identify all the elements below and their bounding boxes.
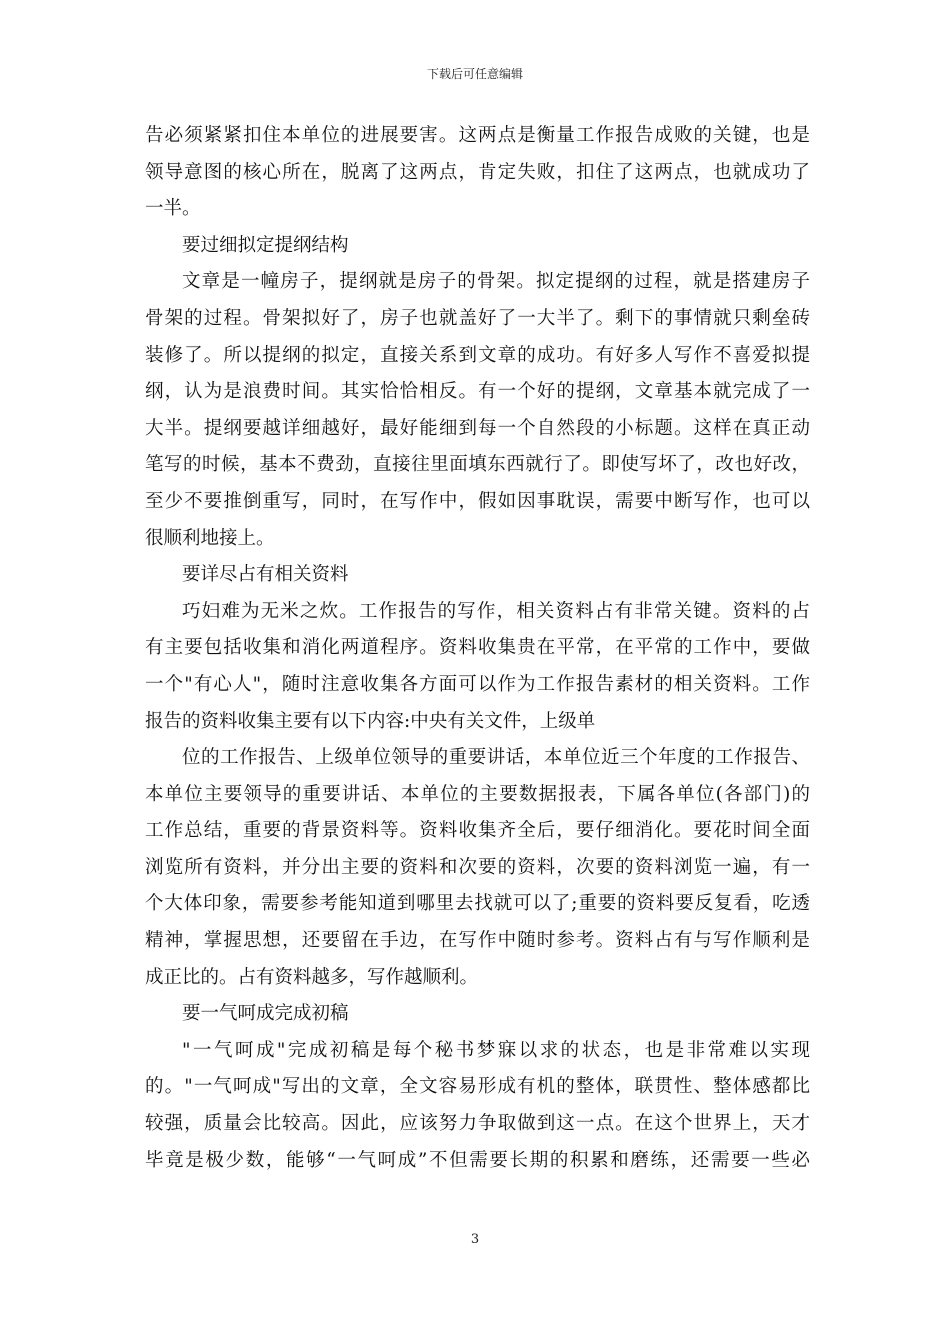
body-line: 骨架的过程。骨架拟好了，房子也就盖好了一大半了。剩下的事情就只剩垒砖 xyxy=(145,307,810,329)
body-line: 毕竟是极少数，能够“一气呵成”不但需要长期的积累和磨练，还需要一些必 xyxy=(145,1149,810,1171)
body-line: 工作总结，重要的背景资料等。资料收集齐全后，要仔细消化。要花时间全面 xyxy=(145,820,810,842)
body-line: 很顺利地接上。 xyxy=(145,527,275,549)
body-line: 一半。 xyxy=(145,198,201,220)
body-line: 巧妇难为无米之炊。工作报告的写作，相关资料占有非常关键。资料的占 xyxy=(182,600,810,622)
section-heading: 要详尽占有相关资料 xyxy=(182,564,349,586)
body-line: 告必须紧紧扣住本单位的进展要害。这两点是衡量工作报告成败的关键，也是 xyxy=(145,125,810,146)
body-line: 有主要包括收集和消化两道程序。资料收集贵在平常，在平常的工作中，要做 xyxy=(145,637,810,659)
body-line: 至少不要推倒重写，同时，在写作中，假如因事耽误，需要中断写作，也可以 xyxy=(145,490,810,512)
page-number: 3 xyxy=(470,1232,480,1247)
body-line: 个大体印象，需要参考能知道到哪里去找就可以了;重要的资料要反复看，吃透 xyxy=(145,893,810,915)
body-line: 纲，认为是浪费时间。其实恰恰相反。有一个好的提纲，文章基本就完成了一 xyxy=(145,381,810,403)
document-body xyxy=(145,118,810,1179)
body-line: "一气呵成"完成初稿是每个秘书梦寐以求的状态，也是非常难以实现 xyxy=(182,1039,810,1061)
body-line: 文章是一幢房子，提纲就是房子的骨架。拟定提纲的过程，就是搭建房子 xyxy=(182,271,810,293)
body-line: 的。"一气呵成"写出的文章，全文容易形成有机的整体，联贯性、整体感都比 xyxy=(145,1076,810,1098)
body-line: 较强，质量会比较高。因此，应该努力争取做到这一点。在这个世界上，天才 xyxy=(145,1113,810,1135)
body-line: 精神，掌握思想，还要留在手边，在写作中随时参考。资料占有与写作顺利是 xyxy=(145,930,810,952)
body-line: 装修了。所以提纲的拟定，直接关系到文章的成功。有好多人写作不喜爱拟提 xyxy=(145,344,810,366)
body-line: 领导意图的核心所在，脱离了这两点，肯定失败，扣住了这两点，也就成功了 xyxy=(145,161,810,183)
body-line: 成正比的。占有资料越多，写作越顺利。 xyxy=(145,966,479,988)
body-line: 本单位主要领导的重要讲话、本单位的主要数据报表，下属各单位(各部门)的 xyxy=(145,783,810,805)
body-line: 笔写的时候，基本不费劲，直接往里面填东西就行了。即使写坏了，改也好改， xyxy=(145,454,810,476)
body-line: 报告的资料收集主要有以下内容:中央有关文件，上级单 xyxy=(145,710,596,732)
section-heading: 要过细拟定提纲结构 xyxy=(182,234,349,256)
body-line: 一个"有心人"，随时注意收集各方面可以作为工作报告素材的相关资料。工作 xyxy=(145,673,810,695)
section-heading: 要一气呵成完成初稿 xyxy=(182,1003,349,1025)
body-line: 大半。提纲要越详细越好，最好能细到每一个自然段的小标题。这样在真正动 xyxy=(145,417,810,439)
body-line: 位的工作报告、上级单位领导的重要讲话，本单位近三个年度的工作报告、 xyxy=(182,747,810,769)
body-line: 浏览所有资料，并分出主要的资料和次要的资料，次要的资料浏览一遍，有一 xyxy=(145,856,810,878)
page-header: 下载后可任意编辑 xyxy=(426,67,523,81)
